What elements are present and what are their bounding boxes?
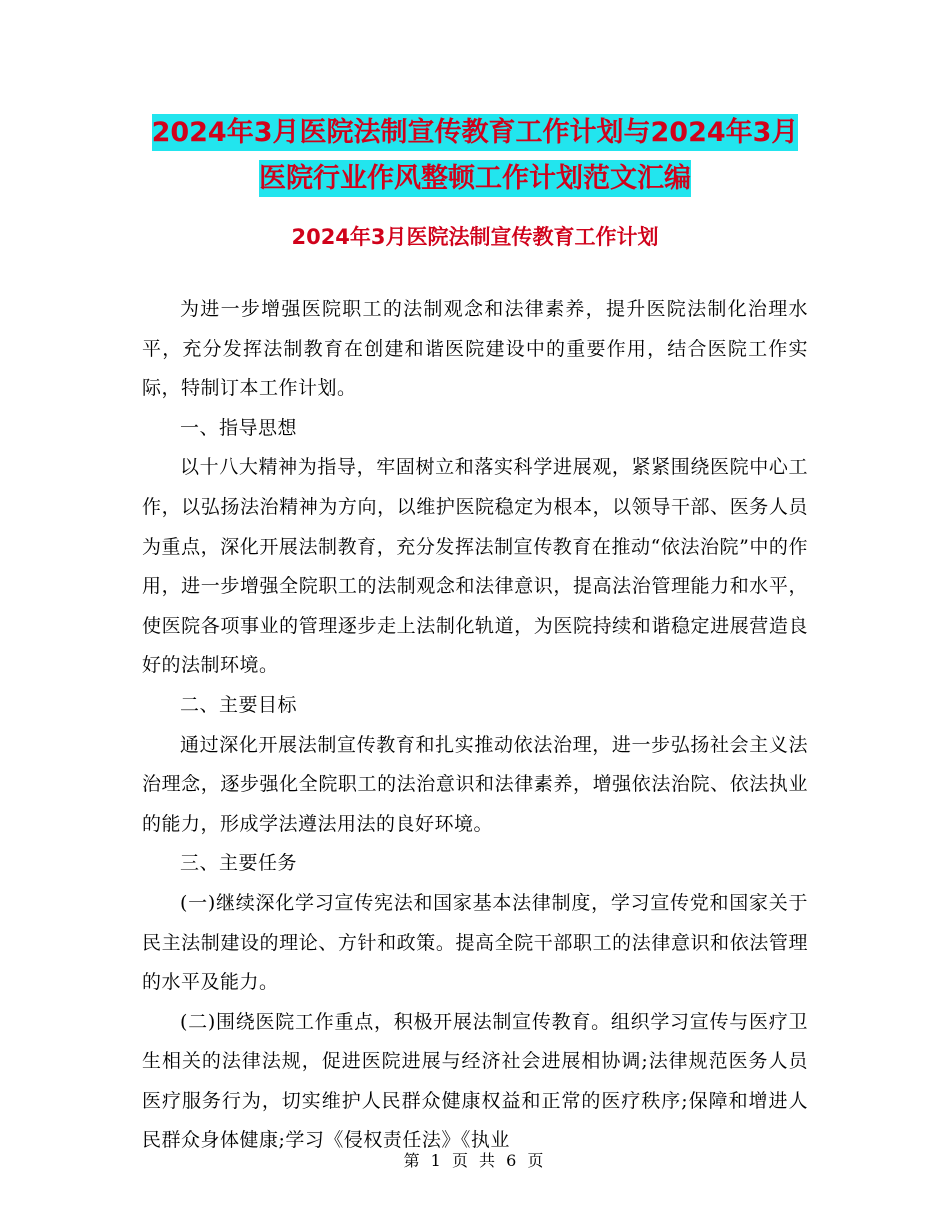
paragraph-main-goals: 通过深化开展法制宣传教育和扎实推动依法治理，进一步弘扬社会主义法治理念，逐步强化全院职工的法治意识和法律素养，增强依法治院、依法执业的能力，形成学法遵法用法的良好环境。 (142, 733, 808, 835)
document-title (140, 110, 810, 202)
heading-main-goals: 二、主要目标 (180, 693, 298, 716)
title-line-2: 医院行业作风整顿工作计划范文汇编 (259, 160, 691, 197)
section-title: 2024年3月医院法制宣传教育工作计划 (291, 225, 659, 249)
heading-main-tasks: 三、主要任务 (180, 852, 298, 875)
title-line-1: 2024年3月医院法制宣传教育工作计划与2024年3月 (152, 114, 799, 151)
paragraph-guiding-ideology: 以十八大精神为指导，牢固树立和落实科学进展观，紧紧围绕医院中心工作，以弘扬法治精神为方向，以维护医院稳定为根本，以领导干部、医务人员为重点，深化开展法制教育，充分发挥法制宣传教育在推动“依法治院”中的作用，进一步增强全院职工的法制观念和法律意识，提高法治管理能力和水平，使医院各项事业的管理逐步走上法制化轨道，为医院持续和谐稳定进展营造良好的法制环境。 (142, 456, 808, 677)
document-body (142, 290, 808, 1161)
page-footer: 第 1 页 共 6 页 (403, 1151, 547, 1170)
paragraph-task-1: (一)继续深化学习宣传宪法和国家基本法律制度，学习宣传党和国家关于民主法制建设的理论、方针和政策。提高全院干部职工的法律意识和依法管理的水平及能力。 (142, 891, 808, 994)
paragraph-task-2: (二)围绕医院工作重点，积极开展法制宣传教育。组织学习宣传与医疗卫生相关的法律法规，促进医院进展与经济社会进展相协调;法律规范医务人员医疗服务行为，切实维护人民群众健康权益和正常的医疗秩序;保障和增进人民群众身体健康;学习《侵权责任法》《执业 (142, 1010, 808, 1152)
heading-guiding-ideology: 一、指导思想 (180, 416, 298, 439)
paragraph-intro: 为进一步增强医院职工的法制观念和法律素养，提升医院法制化治理水平，充分发挥法制教育在创建和谐医院建设中的重要作用，结合医院工作实际，特制订本工作计划。 (142, 298, 808, 400)
